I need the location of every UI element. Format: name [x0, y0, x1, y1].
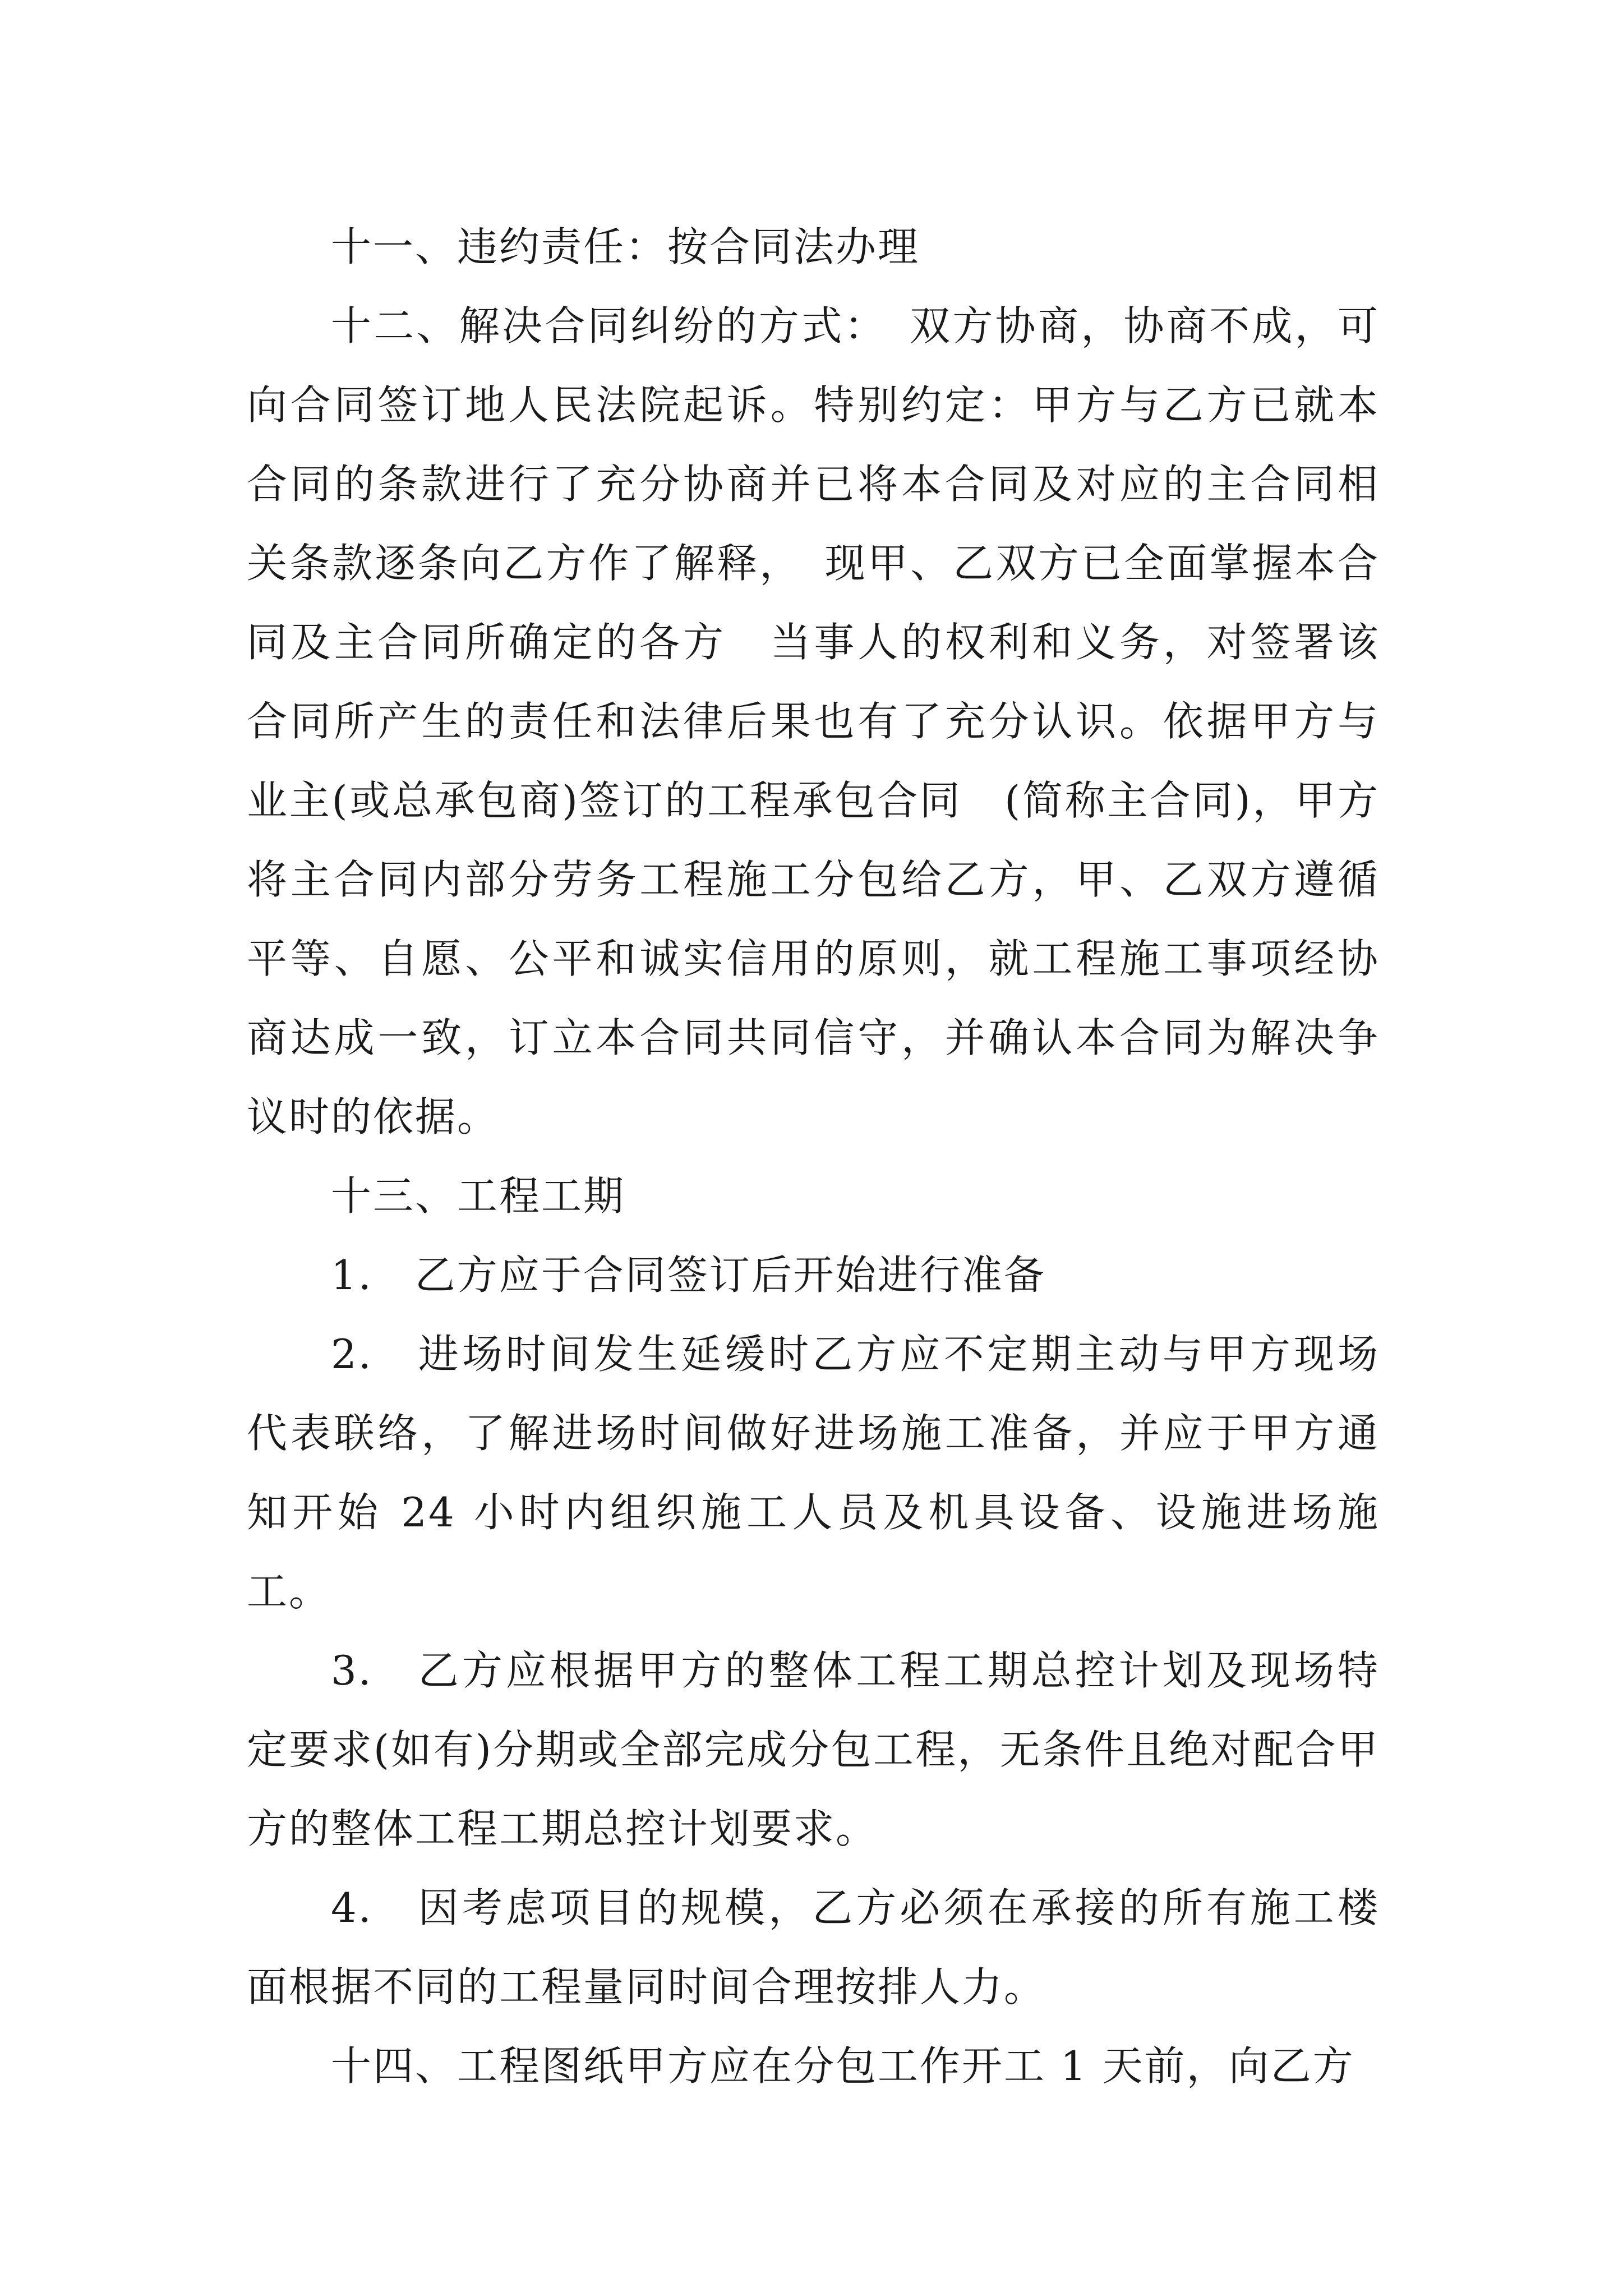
clause-13-item-2: 2. 进场时间发生延缓时乙方应不定期主动与甲方现场代表联络，了解进场时间做好进场施工准备，并应于甲方通知开始 24 小时内组织施工人员及机具设备、设施进场施工。: [247, 1331, 1380, 1615]
clause-13-item-3: 3. 乙方应根据甲方的整体工程工期总控计划及现场特定要求(如有)分期或全部完成分包工程，无条件且绝对配合甲方的整体工程工期总控计划要求。: [247, 1647, 1380, 1852]
clause-11-breach-liability: 十一、违约责任：按合同法办理: [331, 223, 920, 270]
clause-12-dispute-resolution: 十二、解决合同纠纷的方式： 双方协商，协商不成，可向合同签订地人民法院起诉。特别约定：甲方与乙方已就本合同的条款进行了充分协商并已将本合同及对应的主合同相关条款逐条向乙方作了解释， 现甲、乙双方已全面掌握本合同及主合同所确定的各方 当事人的权利和义务，对签署该合同所产生的责任和法律后果也有了充分认识。依据甲方与业主(或总承包商)签订的工程承包合同 (简称主合同)，甲方将主合同内部分劳务工程施工分包给乙方，甲、乙双方遵循平等、自愿、公平和诚实信用的原则，就工程施工事项经协商达成一致，订立本合同共同信守，并确认本合同为解决争议时的依据。: [247, 302, 1380, 1140]
document-body: [247, 208, 1380, 2106]
clause-14-drawings: 十四、工程图纸甲方应在分包工作开工 1 天前，向乙方: [331, 2042, 1355, 2090]
clause-13-item-1: 1. 乙方应于合同签订后开始进行准备: [331, 1251, 1046, 1299]
clause-13-heading: 十三、工程工期: [331, 1172, 626, 1220]
clause-13-item-4: 4. 因考虑项目的规模，乙方必须在承接的所有施工楼面根据不同的工程量同时间合理按排人力。: [247, 1884, 1380, 2010]
